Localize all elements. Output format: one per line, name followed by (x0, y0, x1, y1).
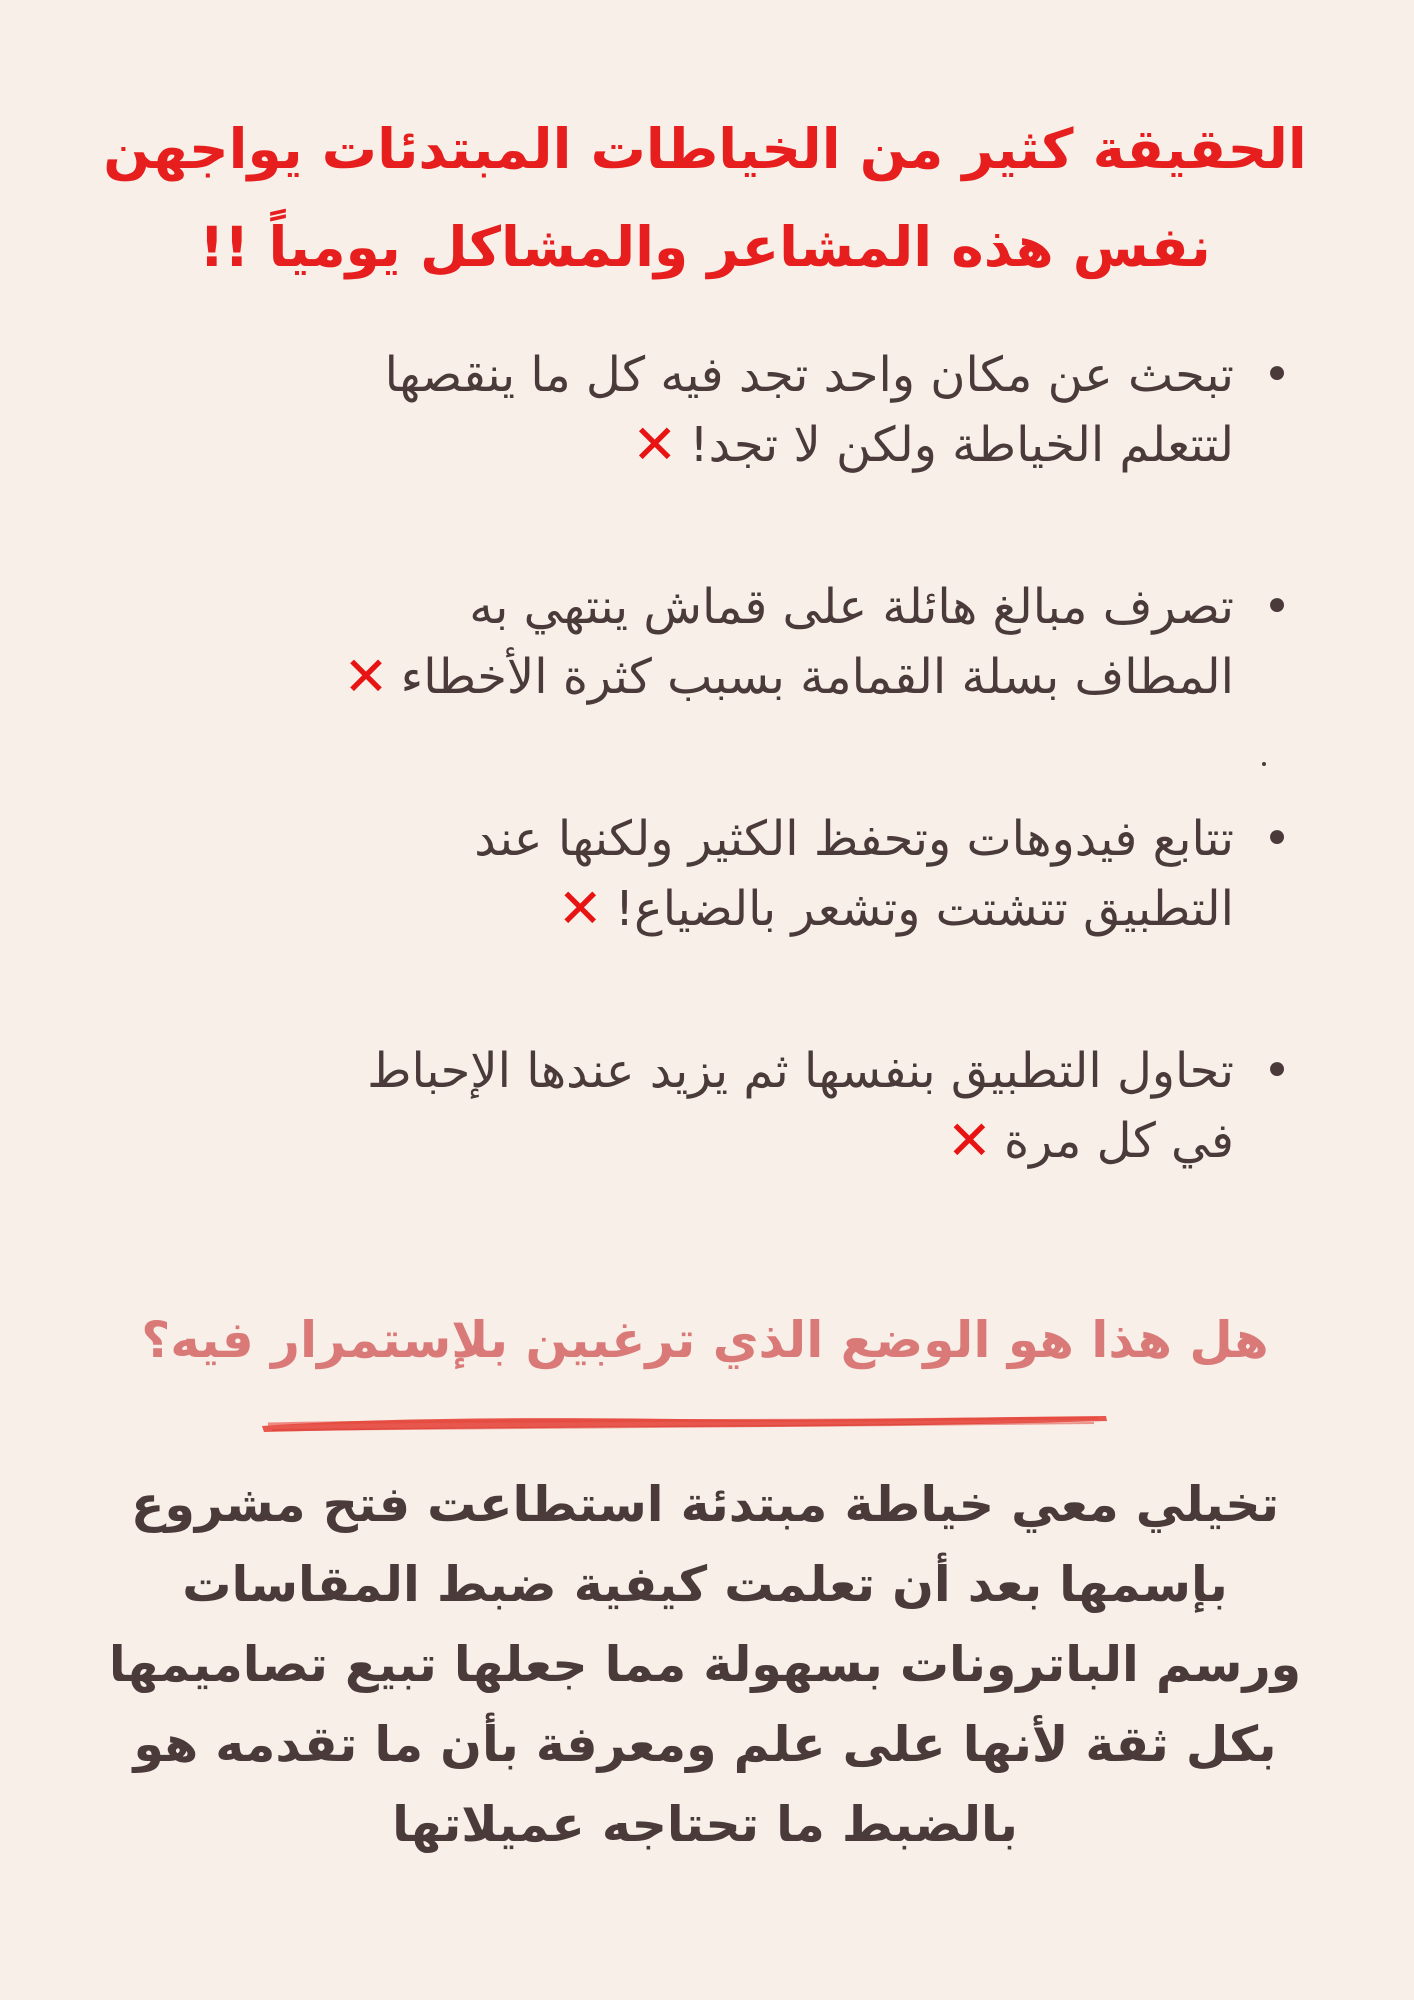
problem-item (154, 1036, 1292, 1176)
problem-list (154, 340, 1292, 1176)
problem-item (154, 340, 1292, 480)
headline (70, 100, 1340, 296)
problem-text: لتتعلم الخياطة ولكن لا تجد! (689, 417, 1234, 473)
problem-text: المطاف بسلة القمامة بسبب كثرة الأخطاء (400, 649, 1234, 705)
problem-line-1: تصرف مبالغ هائلة على قماش ينتهي به (469, 579, 1234, 635)
problem-item (154, 572, 1292, 712)
problem-text: في كل مرة (1003, 1113, 1234, 1169)
problem-line-1: تبحث عن مكان واحد تجد فيه كل ما ينقصها (384, 347, 1234, 403)
cross-icon: ✕ (557, 877, 603, 940)
story-paragraph (70, 1465, 1340, 1865)
problem-line-2 (154, 874, 1234, 944)
problem-text: التطبيق تتشتت وتشعر بالضياع! (614, 881, 1234, 937)
problem-line-1: تتابع فيدوهات وتحفظ الكثير ولكنها عند (474, 811, 1234, 867)
bullet-icon: • (1262, 579, 1292, 635)
bullet-icon: • (1262, 811, 1292, 867)
problem-line-2 (154, 642, 1234, 712)
story-line-3: ورسم الباترونات بسهولة مما جعلها تبيع تصاميمها (108, 1636, 1302, 1693)
question-heading: هل هذا هو الوضع الذي ترغبين بلإستمرار فيه؟ (141, 1311, 1269, 1369)
story-line-4: بكل ثقة لأنها على علم ومعرفة بأن ما تقدمه هو (133, 1716, 1277, 1773)
story-line-1: تخيلي معي خياطة مبتدئة استطاعت فتح مشروع (130, 1476, 1280, 1533)
cross-icon: ✕ (632, 413, 678, 476)
headline-line-2: نفس هذه المشاعر والمشاكل يومياً !! (199, 215, 1211, 279)
bullet-icon: • (1262, 1043, 1292, 1099)
bullet-icon: • (1262, 347, 1292, 403)
cross-icon: ✕ (343, 645, 389, 708)
headline-line-1: الحقيقة كثير من الخياطات المبتدئات يواجهن (103, 117, 1307, 181)
problem-line-2 (154, 410, 1234, 480)
cross-icon: ✕ (946, 1109, 992, 1172)
problem-item (154, 804, 1292, 944)
brush-underline (258, 1408, 1110, 1436)
problem-line-1: تحاول التطبيق بنفسها ثم يزيد عندها الإحباط (367, 1043, 1234, 1099)
story-line-2: بإسمها بعد أن تعلمت كيفية ضبط المقاسات (182, 1556, 1228, 1613)
stray-dot (1262, 762, 1266, 766)
problem-line-2 (154, 1106, 1234, 1176)
story-line-5: بالضبط ما تحتاجه عميلاتها (392, 1796, 1018, 1853)
